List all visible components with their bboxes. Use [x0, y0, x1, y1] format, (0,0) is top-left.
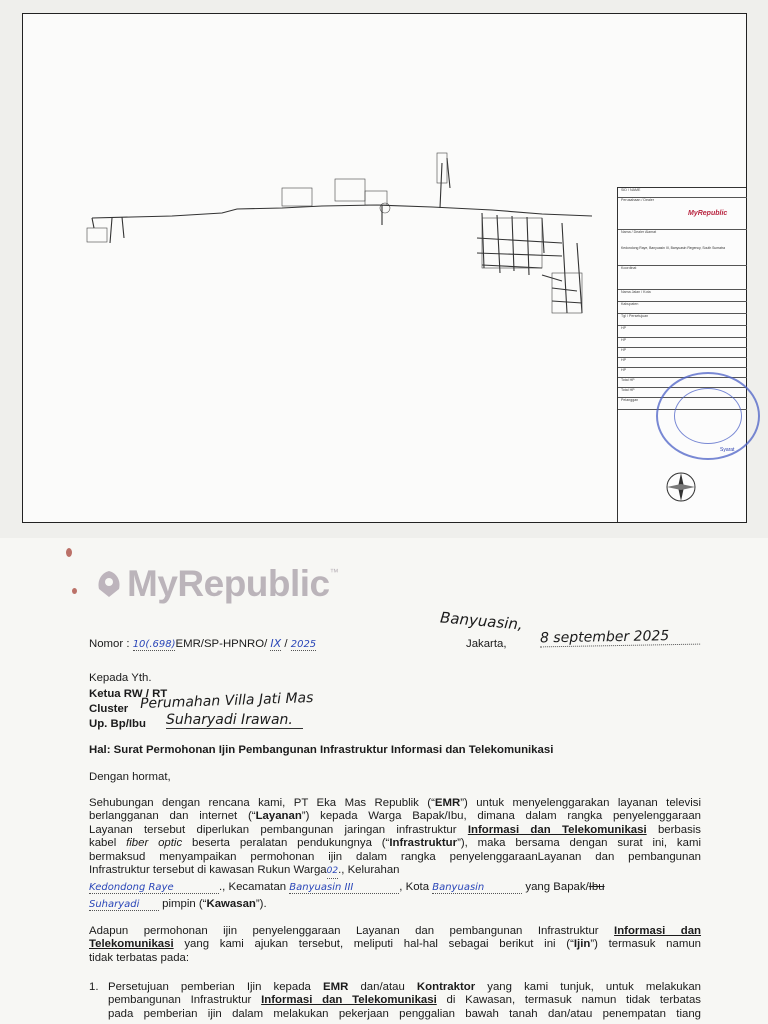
- myrepublic-logo: [95, 563, 339, 605]
- up-label: Up. Bp/Ibu: [89, 718, 146, 730]
- city-handwritten: Banyuasin,: [439, 608, 524, 634]
- kepada-yth: Kepada Yth.: [89, 672, 152, 684]
- tb-row-hp-4: HP: [618, 358, 747, 368]
- nomor-month-handwritten: IX: [270, 637, 282, 650]
- tb-row-kabupaten: Kabupaten: [618, 302, 747, 314]
- title-block-brand: MyRepublic: [688, 210, 728, 217]
- ink-stain: [66, 548, 72, 557]
- nomor-line: Nomor : 10(.698)EMR/SP-HPNRO/ IX / 2025: [89, 637, 317, 650]
- tb-row-hp-5: HP: [618, 368, 747, 378]
- tb-row-tgl: Tgl / Persetujuan: [618, 314, 747, 326]
- paragraph-2: Adapun permohonan ijin penyelenggaraan Layanan dan pembangunan Infrastruktur Informasi dan Telekomunikasi yang kami ajukan tersebut, meliputi hal-hal sebagai berikut ini (“Ijin”) termasuk namun tidak terbatas pada:: [89, 925, 702, 964]
- subject-line: Hal: Surat Permohonan Ijin Pembangunan Infrastruktur Informasi dan Telekomunikasi: [89, 744, 554, 756]
- kecamatan-handwritten: Banyuasin III: [289, 882, 399, 894]
- nomor-year-handwritten: 2025: [290, 639, 317, 650]
- compass-icon: [664, 470, 698, 504]
- logo-wordmark: MyRepublic: [127, 563, 330, 604]
- official-stamp: [656, 372, 760, 460]
- tb-row-dealer: Perusahaan / Dealer: [618, 198, 747, 230]
- city-printed: Jakarta,: [466, 638, 507, 650]
- item-1-text: Persetujuan pemberian Ijin kepada EMR dan/atau Kontraktor yang kami tunjuk, untuk melakukan pembangunan Infrastruktur Informasi dan Telekomunikasi di Kawasan, termasuk namun tidak terbatas pada pemberian ijin dalam melakukan pekerjaan penggalian bawah tanah dan/atau penempatan tiang: [108, 981, 701, 1020]
- ketua-rw-rt: Ketua RW / RT: [89, 688, 168, 700]
- tb-row-alamat: Nama / Dealer Alamat: [618, 230, 747, 266]
- logo-tm: ™: [329, 567, 339, 577]
- up-handwritten: Suharyadi Irawan.: [166, 712, 303, 729]
- cluster-handwritten: Perumahan Villa Jati Mas: [139, 689, 314, 713]
- tb-row-hp-3: HP: [618, 348, 747, 358]
- tb-row-jalan: Nama Jalan / Kota: [618, 290, 747, 302]
- item-1-number: 1.: [89, 981, 99, 993]
- kota-handwritten: Banyuasin: [432, 882, 522, 894]
- ink-stain: [72, 588, 77, 594]
- rocket-logo-icon: [95, 569, 123, 599]
- tb-row-total-2: Total HP: [618, 388, 747, 398]
- nomor-handwritten: 10(.698): [132, 639, 176, 650]
- date-handwritten: 8 september 2025: [540, 628, 700, 648]
- tb-row-koordinat: Koordinat: [618, 266, 747, 290]
- paragraph-1: Sehubungan dengan rencana kami, PT Eka Mas Republik (“EMR”) untuk menyelenggarakan layanan televisi berlangganan dan internet (“Layanan”) kepada Warga Bapak/Ibu, dimana dalam rangka penyelenggaraan Layanan tersebut diperlukan pembangunan jaringan infrastruktur Informasi dan Telekomunikasi berbasis kabel fiber optic beserta peralatan pendukungnya (“Infrastruktur”), maka bersama dengan surat ini, kami bermaksud menyampaikan permohonan ijin dalam rangka penyelenggaraanLayanan dan pembangunan Infrastruktur tersebut di kawasan Rukun Warga02., Kelurahan: [89, 797, 701, 879]
- pimpin-handwritten: Suharyadi: [89, 899, 159, 911]
- pimpin-line: Suharyadi pimpin (“Kawasan”).: [89, 898, 267, 910]
- kelurahan-line: Kedondong Raye ., Kecamatan Banyuasin III , Kota Banyuasin yang Bapak/Ibu: [89, 881, 605, 893]
- title-block-address: Kedondong Raye, Banyuasin III, Banyuasin Regency, South Sumatra: [621, 246, 725, 250]
- tb-row-total-1: Total HP: [618, 378, 747, 388]
- tb-row-sid: SID / NAME: [618, 188, 747, 198]
- tb-row-hp-2: HP: [618, 338, 747, 348]
- kelurahan-handwritten: Kedondong Raye: [89, 882, 219, 894]
- cluster-label: Cluster: [89, 703, 129, 715]
- tb-row-pelanggan: Pelanggan: [618, 398, 747, 410]
- tb-row-hp-1: HP: [618, 326, 747, 338]
- stamp-label: Syarat: [720, 447, 735, 453]
- salutation: Dengan hormat,: [89, 771, 171, 783]
